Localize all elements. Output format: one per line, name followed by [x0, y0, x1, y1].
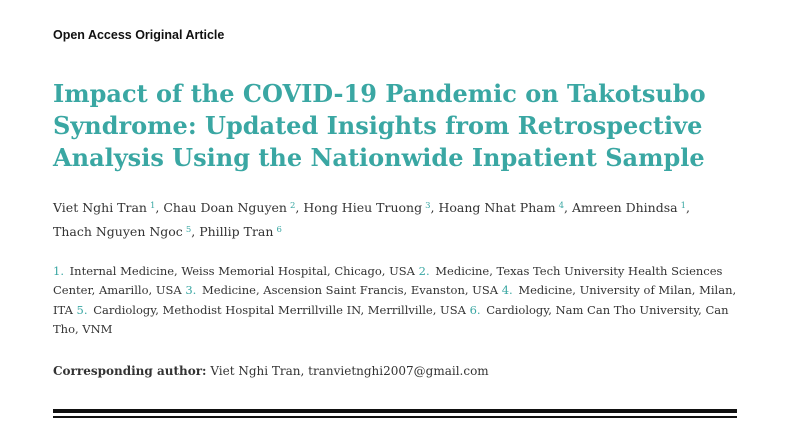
corresponding-author-value[interactable]: Viet Nghi Tran, tranvietnghi2007@gmail.com — [210, 364, 489, 378]
author-affiliation-number: 5 — [185, 225, 192, 235]
affiliation-text: Medicine, Ascension Saint Francis, Evanston, USA — [202, 283, 499, 298]
author-item[interactable] — [199, 224, 282, 239]
author-name: Amreen Dhindsa — [571, 200, 678, 215]
section-divider-thick — [53, 409, 737, 413]
author-name: Hong Hieu Truong — [303, 200, 423, 215]
corresponding-author — [53, 364, 489, 378]
author-affiliation-number: 4 — [558, 201, 564, 211]
author-list: Viet Nghi Tran $^1$, Chau Doan Nguyen $^2$, Hong Hieu Truong $^3$, Hoang Nhat Pham $^4$, Amreen Dhindsa $^1$, Thach Nguyen Ngoc $^5$, Phillip Tran $^6$ — [53, 200, 691, 239]
affiliation-number: 3. — [185, 283, 197, 298]
affiliation-text: Cardiology, Methodist Hospital Merrillville IN, Merrillville, USA — [93, 302, 466, 317]
author-name: Phillip Tran — [199, 224, 274, 239]
affiliation-item — [53, 264, 415, 278]
author-affiliation-number: 1 — [149, 201, 156, 211]
author-affiliation-number: 6 — [276, 225, 282, 235]
author-affiliation-number: 1 — [680, 201, 687, 211]
corresponding-author-label: Corresponding author: — [53, 364, 207, 378]
affiliation-item — [77, 303, 466, 317]
author-affiliation-number: 3 — [425, 201, 431, 211]
author-item[interactable] — [303, 200, 430, 215]
author-item[interactable] — [163, 200, 295, 215]
affiliation-list — [53, 262, 743, 340]
author-name: Chau Doan Nguyen — [163, 200, 287, 215]
affiliation-text: Medicine, University of Milan, Milan, ITA — [53, 283, 737, 317]
affiliation-number: 1. — [53, 264, 64, 278]
affiliation-item — [185, 283, 498, 297]
affiliation-number: 4. — [501, 283, 513, 298]
affiliation-number: 5. — [76, 302, 88, 317]
affiliation-text: Cardiology, Nam Can Tho University, Can Tho, VNM — [53, 302, 729, 337]
affiliation-number: 6. — [469, 302, 481, 317]
article-type-label: Open Access Original Article — [53, 28, 225, 42]
author-item[interactable] — [53, 224, 191, 239]
affiliation-text: Internal Medicine, Weiss Memorial Hospital, Chicago, USA — [69, 264, 415, 278]
author-affiliation-number: 2 — [289, 201, 296, 211]
author-item[interactable] — [572, 200, 686, 215]
article-title: Impact of the COVID-19 Pandemic on Takotsubo Syndrome: Updated Insights from Retrospective Analysis Using the Nationwide Inpatient Sample — [53, 79, 706, 172]
author-item[interactable] — [53, 200, 155, 215]
section-divider-thin — [53, 416, 737, 418]
affiliation-number: 2. — [418, 264, 430, 278]
author-name: Viet Nghi Tran — [53, 200, 147, 215]
author-name: Thach Nguyen Ngoc — [53, 224, 183, 239]
author-item[interactable] — [438, 200, 564, 215]
affiliation-text: Medicine, Texas Tech University Health Sciences Center, Amarillo, USA — [53, 264, 723, 298]
author-name: Hoang Nhat Pham — [438, 200, 556, 215]
